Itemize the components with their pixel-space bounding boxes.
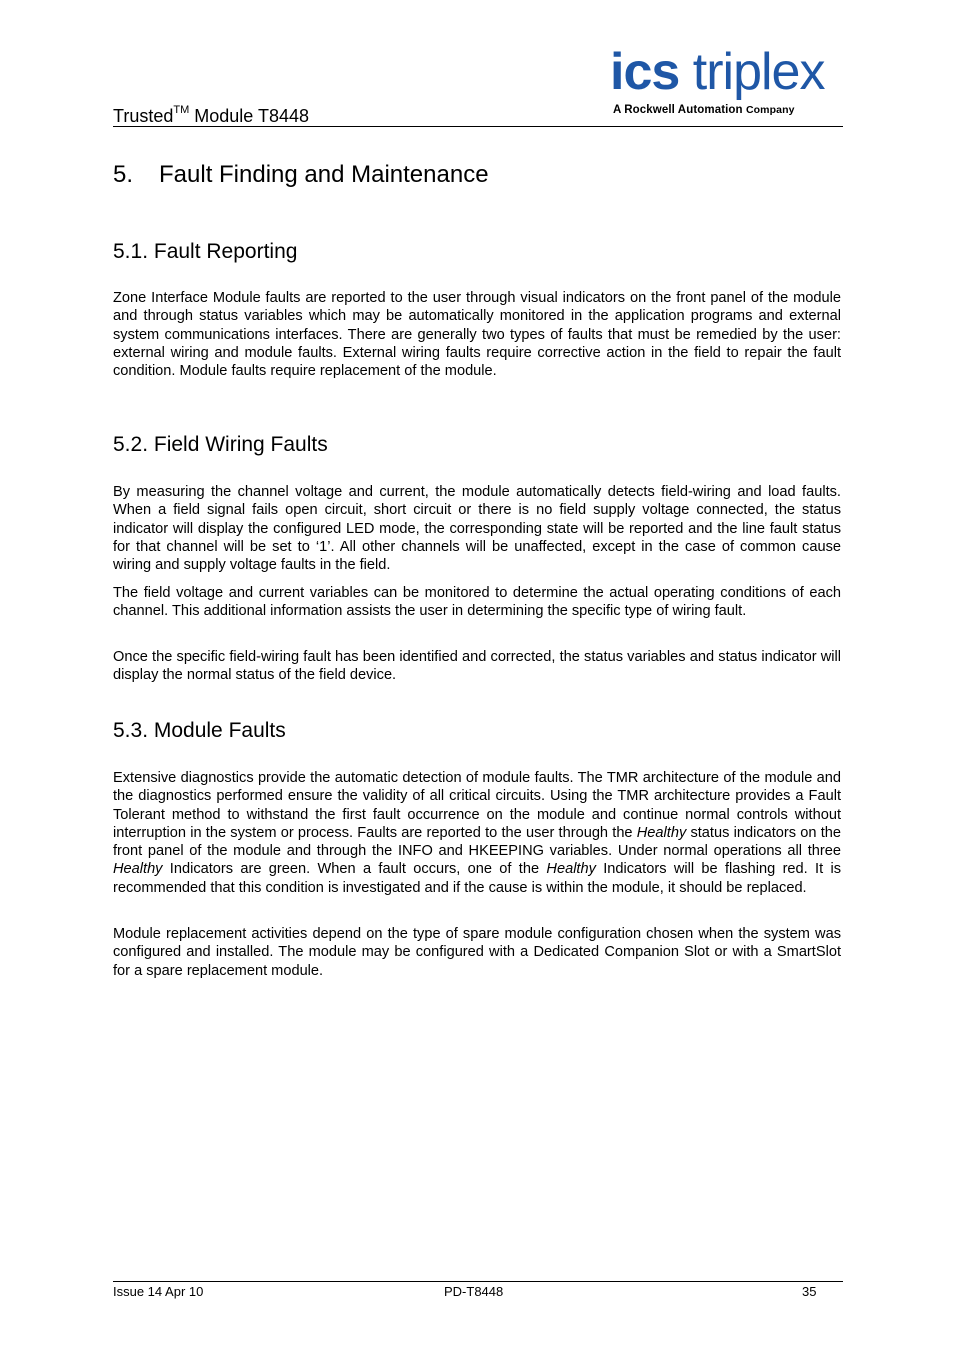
- logo-ics: ics: [610, 43, 680, 101]
- field-wiring-paragraph-2: The field voltage and current variables can be monitored to determine the actual operating conditions of each channel. This additional information assists the user in determining the specific type of wiring fault.: [113, 585, 841, 620]
- chapter-title: Fault Finding and Maintenance: [159, 161, 489, 188]
- chapter-number: 5.: [113, 161, 134, 188]
- footer-document-id: PD-T8448: [444, 1284, 504, 1299]
- healthy-term: Healthy: [113, 861, 163, 878]
- chapter-heading: [113, 158, 489, 192]
- footer-page-number: 35: [802, 1284, 817, 1299]
- module-faults-text-b: status indicators on the front panel of the module and through the INFO and HKEEPING variables. Under normal operations all three: [113, 824, 842, 860]
- footer-issue: Issue 14 Apr 10: [113, 1284, 204, 1299]
- title-suffix: Module T8448: [189, 106, 310, 126]
- fault-reporting-paragraph: Zone Interface Module faults are reported to the user through visual indicators on the front panel of the module and through status variables which may be automatically monitored in the application programs and external system communications interfaces. There are generally two types of faults that must be remedied by the user: external wiring and module faults. External wiring faults require corrective action in the field to repair the fault condition. Module faults require replacement of the module.: [113, 290, 841, 380]
- module-faults-text-a: Extensive diagnostics provide the automatic detection of module faults. The TMR architecture of the module and the diagnostics performed ensure the validity of all critical circuits. Using the TMR architecture provides a Fault Tolerant method to withstand the first fault occurrence on the module and continue normal controls without interruption in the system or process. Faults are reported to the user through the: [113, 770, 841, 841]
- logo-triplex: triplex: [692, 43, 825, 101]
- section-heading-fault-reporting: 5.1. Fault Reporting: [113, 240, 298, 263]
- logo-tagline-company: Company: [745, 104, 795, 116]
- logo-tagline-main: A Rockwell Automation: [613, 104, 743, 116]
- section-heading-module-faults: 5.3. Module Faults: [113, 719, 286, 742]
- footer-divider: [113, 1281, 843, 1282]
- module-faults-text-d: Indicators will be flashing red. It is recommended that this condition is investigated and if the cause is within the module, it should be replaced.: [113, 861, 842, 896]
- logo-tagline: [613, 104, 795, 116]
- trademark-sup: TM: [173, 104, 190, 116]
- document-title: [113, 101, 309, 127]
- field-wiring-paragraph-1: By measuring the channel voltage and current, the module automatically detects field-wiring and load faults. When a field signal fails open circuit, short circuit or there is no field supply voltage connected, the status indicator will display the configured LED mode, the corresponding state will be reported and the line fault status for that channel will be set to ‘1’. All other channels will be unaffected, except in the case of common cause wiring and supply voltage faults in the field.: [113, 484, 841, 574]
- logo-wordmark: [610, 42, 824, 102]
- healthy-term: Healthy: [546, 861, 596, 878]
- section-heading-field-wiring-faults: 5.2. Field Wiring Faults: [113, 433, 328, 456]
- module-faults-text-c: Indicators are green. When a fault occurs, one of the: [162, 861, 547, 878]
- title-prefix: Trusted: [113, 106, 174, 126]
- module-faults-paragraph-1: [113, 769, 841, 897]
- ics-triplex-logo: [610, 44, 842, 120]
- header-divider: [113, 126, 843, 127]
- module-faults-paragraph-2: Module replacement activities depend on the type of spare module configuration chosen when the system was configured and installed. The module may be configured with a Dedicated Companion Slot or with a SmartSlot for a spare replacement module.: [113, 926, 841, 979]
- field-wiring-paragraph-3: Once the specific field-wiring fault has been identified and corrected, the status variables and status indicator will display the normal status of the field device.: [113, 649, 841, 684]
- healthy-term: Healthy: [636, 824, 687, 841]
